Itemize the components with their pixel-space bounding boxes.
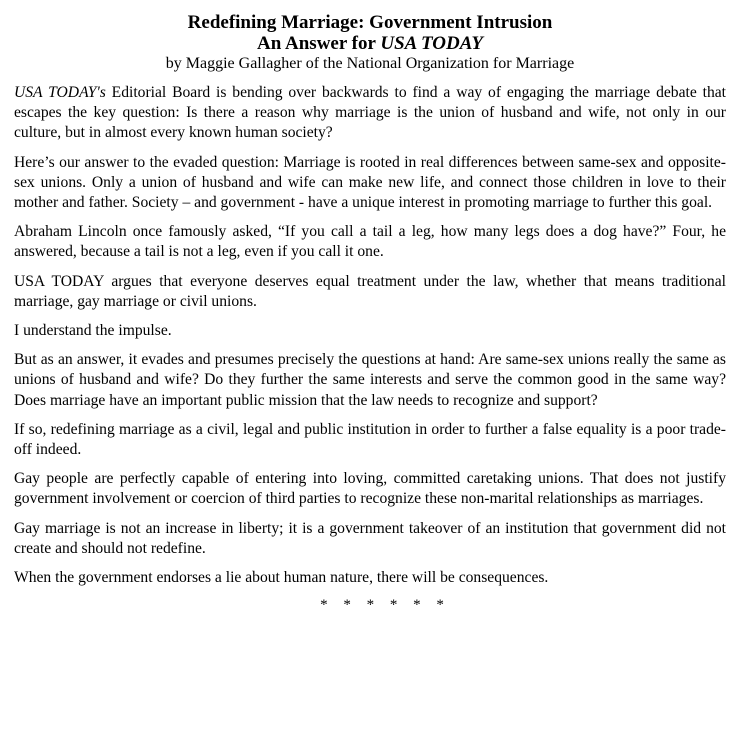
subtitle-prefix: An Answer for [257,33,381,54]
paragraph-7: If so, redefining marriage as a civil, legal and public institution in order to further a false equality is a poor trade-off indeed. [14,420,726,459]
paragraph-1 [14,83,726,144]
document-body [14,83,726,588]
document-header [14,12,726,73]
paragraph-5: I understand the impulse. [14,322,172,340]
paragraph-4: USA TODAY argues that everyone deserves equal treatment under the law, whether that means traditional marriage, gay marriage or civil unions. [14,272,726,310]
document-subtitle [14,33,726,54]
paragraph-9: Gay marriage is not an increase in liberty; it is a government takeover of an institution that government did not create and should not redefine. [14,519,726,557]
paragraph-8: Gay people are perfectly capable of entering into loving, committed caretaking unions. That does not justify government involvement or coercion of third parties to recognize these non-marital relationships as marriages. [14,470,726,508]
paragraph-1-publication: USA TODAY's [14,84,106,101]
document-byline: by Maggie Gallagher of the National Organization for Marriage [165,55,575,72]
document-title: Redefining Marriage: Government Intrusion [187,12,553,33]
paragraph-3: Abraham Lincoln once famously asked, “If you call a tail a leg, how many legs does a dog have?” Four, he answered, because a tail is not a leg, even if you call it one. [14,223,726,261]
paragraph-6: But as an answer, it evades and presumes precisely the questions at hand: Are same-sex unions really the same as unions of husband and wife? Do they further the same interests and serve the common good in the same way? Does marriage have an important public mission that the law needs to recognize and support? [14,351,726,409]
paragraph-10: When the government endorses a lie about human nature, there will be consequences. [14,569,549,587]
paragraph-1-text: Editorial Board is bending over backwards to find a way of engaging the marriage debate that escapes the key question: Is there a reason why marriage is the union of husband and wife, not only in our culture, but in almost every known human society? [14,84,726,142]
subtitle-publication: USA TODAY [380,33,483,54]
paragraph-2: Here’s our answer to the evaded question: Marriage is rooted in real differences between same-sex and opposite-sex unions. Only a union of husband and wife can make new life, and connect those children in love to their mother and father. Society – and government - have a unique interest in promoting marriage to further this goal. [14,153,726,212]
document-page [14,12,726,614]
end-marker-stars: * * * * * * [320,597,450,614]
